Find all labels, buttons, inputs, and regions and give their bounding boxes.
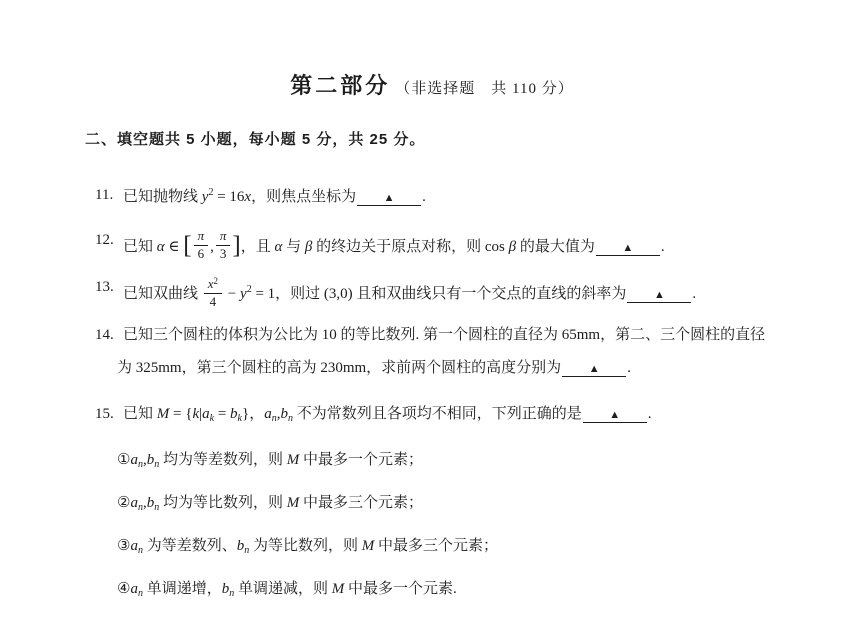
text-run: ，则焦点坐标为 — [251, 188, 357, 205]
subscript: n — [154, 458, 160, 470]
math-var: b — [221, 580, 230, 597]
question-list — [95, 186, 854, 600]
text-run: 均为等差数列，则 — [159, 451, 287, 468]
subscript: n — [137, 544, 143, 556]
question-item — [95, 537, 854, 557]
math-var: β — [304, 238, 313, 255]
text-run: , — [142, 494, 147, 511]
superscript: 2 — [213, 275, 219, 286]
text-run: 中最多一个元素； — [299, 451, 423, 468]
answer-blank: ▲ — [357, 192, 421, 206]
subscript: n — [154, 501, 160, 513]
text-run: 3 — [219, 246, 227, 262]
text-run: 为等差数列、 — [142, 537, 237, 554]
subscript: n — [137, 501, 143, 513]
math-var: a — [130, 494, 138, 511]
subscript: n — [244, 544, 250, 556]
answer-blank: ▲ — [596, 242, 660, 256]
text-run: . — [422, 188, 426, 205]
text-run: 为 325mm，第三个圆柱的高为 230mm，求前两个圆柱的高度分别为 — [117, 360, 562, 377]
question-text — [123, 406, 651, 422]
question-number: 15. — [95, 405, 114, 422]
bracket: ] — [232, 232, 241, 260]
text-run: ② — [117, 494, 131, 511]
math-var: b — [236, 537, 245, 554]
math-var: a — [130, 451, 138, 468]
math-var: b — [146, 451, 155, 468]
math-var: b — [230, 405, 238, 422]
math-var: M — [286, 451, 300, 468]
answer-blank: ▲ — [627, 289, 691, 303]
text-run: 已知 — [123, 405, 157, 422]
math-var: y — [201, 188, 209, 205]
title-main: 第二部分 — [290, 73, 391, 98]
text-run: 中最多三个元素； — [299, 494, 423, 511]
subscript: n — [287, 412, 293, 424]
question-text — [123, 275, 697, 309]
subscript: k — [237, 412, 242, 424]
text-run: 已知三个圆柱的体积为公比为 10 的等比数列. 第一个圆柱的直径为 65mm，第二、三个圆柱的直径 — [123, 326, 766, 343]
question-text — [117, 360, 631, 376]
subscript: n — [229, 587, 235, 599]
math-var: M — [286, 494, 300, 511]
answer-blank: ▲ — [583, 409, 647, 423]
question-item — [95, 275, 854, 312]
math-var: k — [192, 405, 200, 422]
math-var: M — [156, 405, 170, 422]
fraction-numerator — [204, 276, 222, 294]
bracket: [ — [183, 232, 192, 260]
text-run: = 1，则过 (3,0) 且和双曲线只有一个交点的直线的斜率为 — [251, 286, 627, 303]
fraction — [204, 276, 222, 310]
subscript: n — [271, 412, 277, 424]
subscript: n — [137, 458, 143, 470]
question-number: 13. — [95, 278, 114, 295]
fraction — [194, 229, 209, 262]
text-run: . — [660, 238, 665, 255]
question-text — [117, 452, 423, 468]
text-run: 4 — [209, 293, 217, 309]
text-run: 与 — [282, 238, 305, 255]
question-text — [123, 228, 665, 262]
text-run: = { — [169, 405, 193, 422]
answer-blank: ▲ — [562, 363, 626, 377]
superscript: 2 — [208, 186, 214, 198]
math-var: a — [202, 405, 210, 422]
math-var: β — [508, 238, 517, 255]
math-var: x — [207, 275, 214, 291]
document-title — [0, 72, 864, 101]
text-run: }， — [242, 405, 265, 422]
question-item — [95, 405, 854, 425]
math-var: y — [240, 286, 247, 303]
text-run: , — [210, 238, 214, 255]
text-run: 均为等比数列，则 — [159, 494, 287, 511]
text-run: , — [142, 451, 147, 468]
question-item — [95, 451, 854, 471]
fraction-denominator — [216, 246, 231, 262]
question-item — [95, 326, 854, 346]
text-run: 单调递增， — [142, 580, 222, 597]
math-var: α — [274, 238, 283, 255]
text-run: 为等比数列，则 — [249, 537, 362, 554]
question-text — [123, 186, 426, 205]
text-run: . — [647, 405, 652, 422]
text-run: 单调递减，则 — [234, 580, 332, 597]
subscript: k — [209, 412, 215, 424]
question-item — [95, 186, 854, 208]
fraction-numerator — [194, 229, 209, 246]
text-run: 已知抛物线 — [123, 188, 202, 205]
question-text — [123, 327, 765, 343]
math-var: π — [197, 228, 205, 244]
subscript: n — [137, 587, 143, 599]
text-run: ，且 — [240, 238, 275, 255]
math-var: x — [244, 188, 252, 205]
text-run: ∈ — [164, 238, 184, 255]
fraction — [216, 229, 231, 262]
text-run: ④ — [117, 580, 131, 597]
text-run: ③ — [117, 537, 131, 554]
question-item — [95, 359, 854, 379]
math-var: b — [280, 405, 288, 422]
text-run: , — [276, 405, 281, 422]
section-heading: 二、填空题共 5 小题，每小题 5 分，共 25 分。 — [85, 130, 426, 148]
math-var: π — [219, 228, 227, 244]
question-number: 14. — [95, 326, 114, 343]
question-text — [117, 581, 457, 597]
fraction-denominator — [204, 294, 222, 310]
superscript: 2 — [246, 284, 252, 296]
math-var: a — [130, 537, 138, 554]
text-run: 不为常数列且各项均不相同，下列正确的是 — [292, 405, 582, 422]
question-number: 12. — [95, 232, 114, 249]
text-run: 的最大值为 — [516, 238, 595, 255]
text-run: . — [627, 360, 631, 377]
question-text — [117, 495, 423, 511]
text-run: ① — [117, 451, 131, 468]
text-run: = 16 — [213, 188, 245, 205]
question-item — [95, 580, 854, 600]
text-run: 已知 — [123, 238, 157, 255]
fraction-numerator — [216, 229, 231, 246]
math-var: b — [146, 494, 155, 511]
math-var: a — [130, 580, 138, 597]
math-var: M — [361, 537, 375, 554]
text-run: 6 — [197, 246, 205, 262]
text-run: − — [224, 286, 241, 303]
question-item — [95, 494, 854, 514]
text-run: 中最多三个元素； — [374, 537, 498, 554]
title-note: （非选择题 共 110 分） — [395, 81, 574, 97]
question-text — [117, 538, 498, 554]
text-run: | — [199, 405, 203, 422]
text-run: 的终边关于原点对称，则 cos — [312, 238, 509, 255]
text-run: . — [692, 286, 697, 303]
question-number: 11. — [95, 186, 114, 203]
text-run: 中最多一个元素. — [344, 580, 457, 597]
math-var: M — [331, 580, 345, 597]
question-item — [95, 228, 854, 264]
fraction-denominator — [194, 246, 209, 262]
text-run: 已知双曲线 — [123, 286, 202, 303]
text-run: = — [214, 405, 231, 422]
math-var: a — [264, 405, 272, 422]
math-var: α — [156, 238, 165, 255]
